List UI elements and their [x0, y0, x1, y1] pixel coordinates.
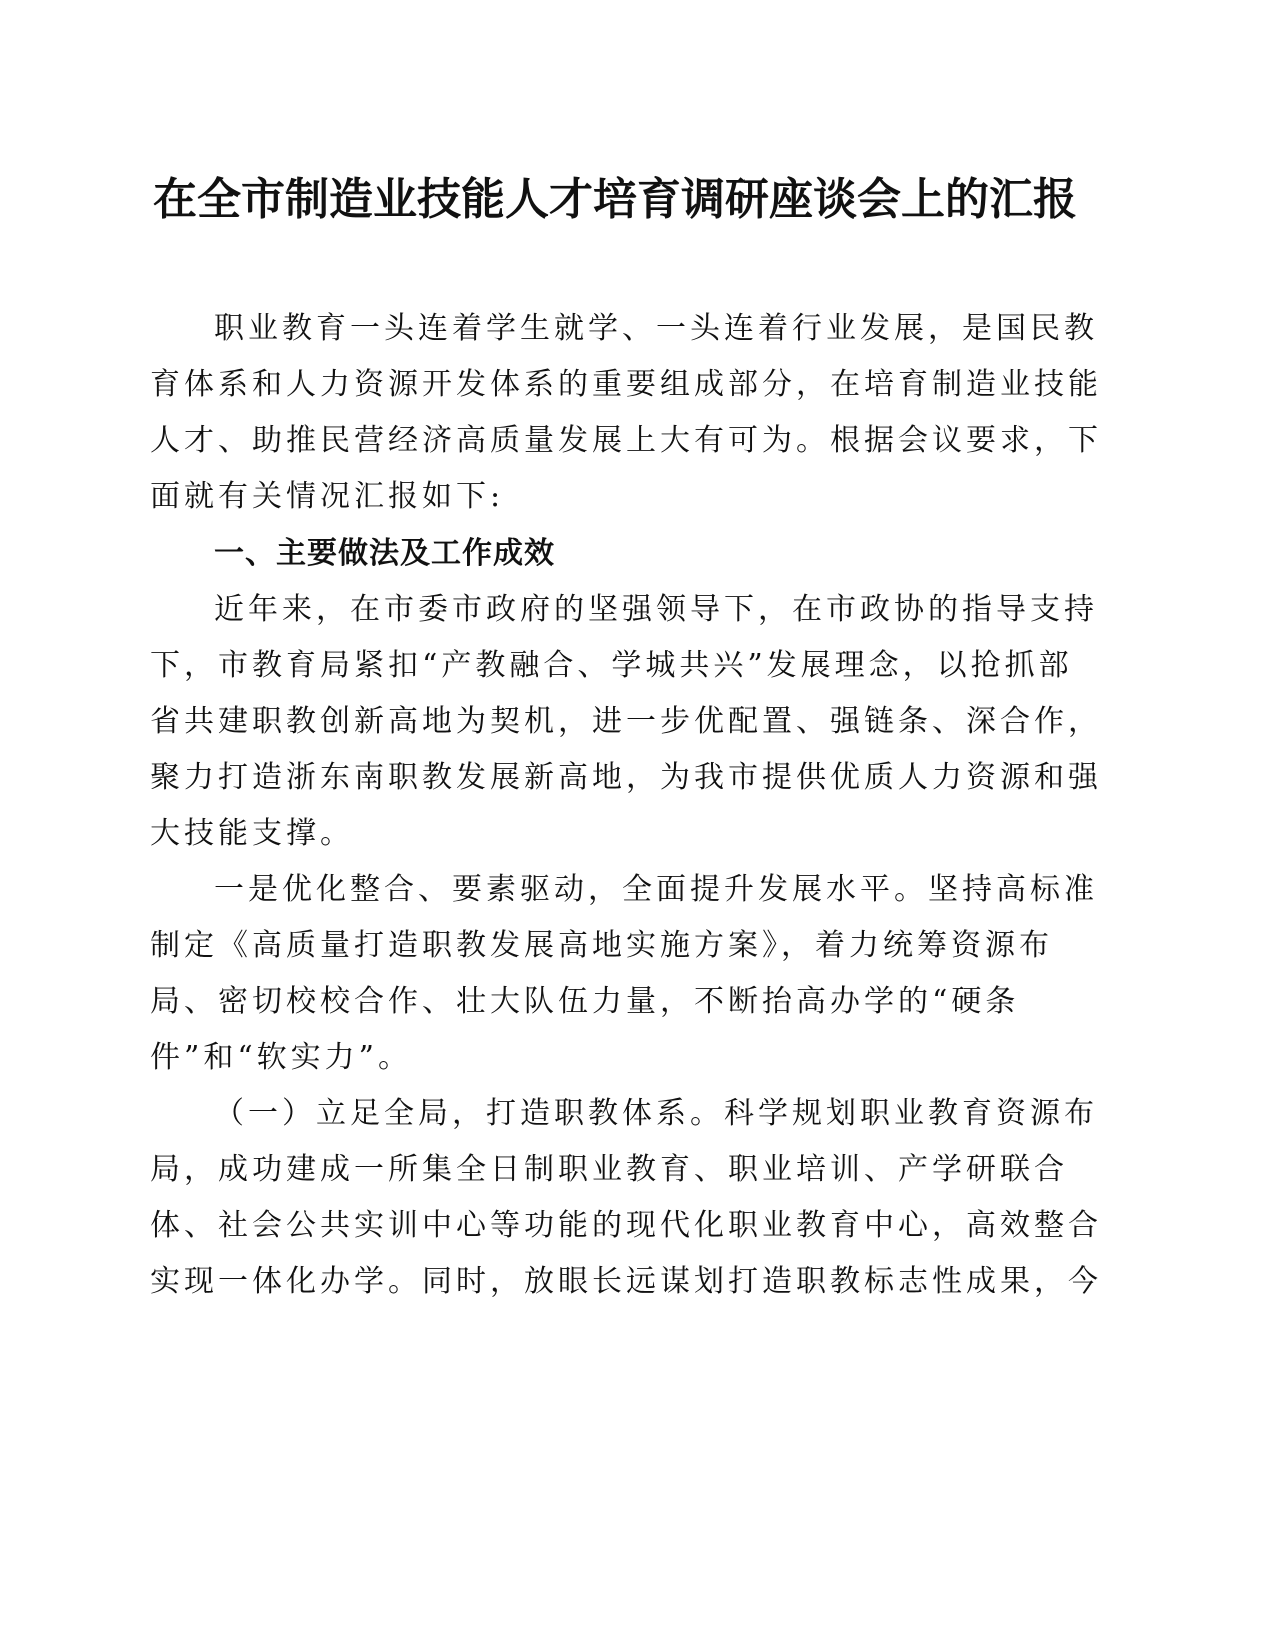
- paragraph-line: 件”和“软实力”。: [150, 1040, 413, 1075]
- paragraph-line: 人才、助推民营经济高质量发展上大有可为。根据会议要求，下: [150, 423, 1102, 458]
- paragraph-line: （一）立足全局，打造职教体系。科学规划职业教育资源布: [214, 1096, 1098, 1131]
- paragraph-line: 省共建职教创新高地为契机，进一步优配置、强链条、深合作，: [150, 704, 1102, 739]
- paragraph-line: 职业教育一头连着学生就学、一头连着行业发展，是国民教: [214, 311, 1098, 346]
- paragraph-line: 近年来，在市委市政府的坚强领导下，在市政协的指导支持: [214, 592, 1098, 627]
- paragraph-line: 下，市教育局紧扣“产教融合、学城共兴”发展理念，以抢抓部: [150, 648, 1073, 683]
- section-heading: 一、主要做法及工作成效: [214, 536, 555, 571]
- paragraph-line: 局，成功建成一所集全日制职业教育、职业培训、产学研联合: [150, 1152, 1068, 1187]
- paragraph-line: 聚力打造浙东南职教发展新高地，为我市提供优质人力资源和强: [150, 760, 1102, 795]
- paragraph-line: 育体系和人力资源开发体系的重要组成部分，在培育制造业技能: [150, 367, 1102, 402]
- paragraph-line: 制定《高质量打造职教发展高地实施方案》，着力统筹资源布: [150, 928, 1053, 963]
- paragraph-line: 局、密切校校合作、壮大队伍力量，不断抬高办学的“硬条: [150, 984, 1020, 1019]
- paragraph-line: 一是优化整合、要素驱动，全面提升发展水平。坚持高标准: [214, 872, 1098, 907]
- document-title: 在全市制造业技能人才培育调研座谈会上的汇报: [153, 174, 1077, 225]
- paragraph-line: 面就有关情况汇报如下:: [150, 479, 505, 514]
- paragraph-line: 大技能支撑。: [150, 816, 354, 851]
- paragraph-line: 实现一体化办学。同时，放眼长远谋划打造职教标志性成果，今: [150, 1264, 1102, 1299]
- paragraph-line: 体、社会公共实训中心等功能的现代化职业教育中心，高效整合: [150, 1208, 1102, 1243]
